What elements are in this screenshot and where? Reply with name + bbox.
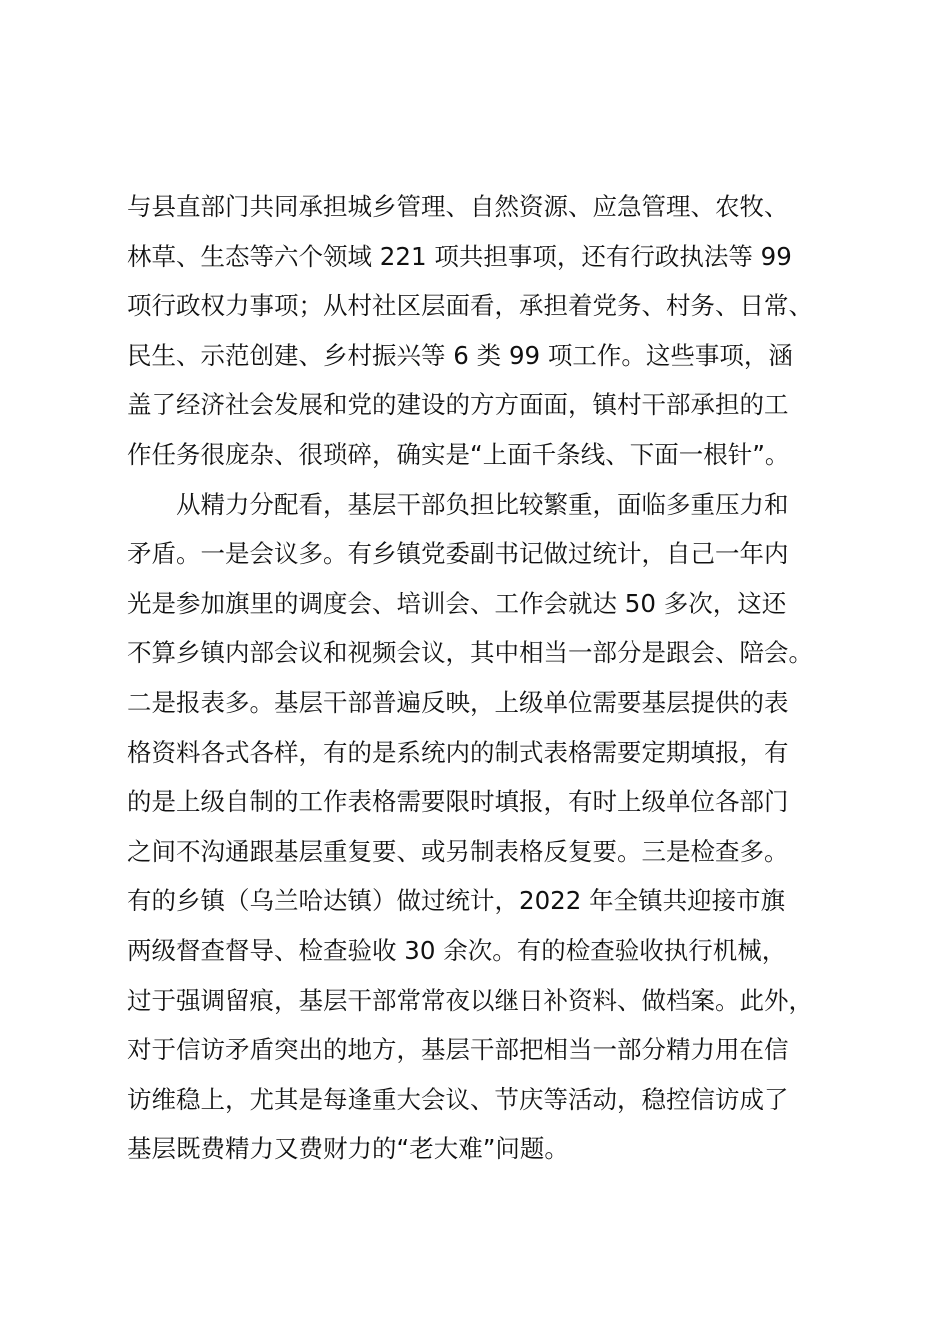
text-line: 过于强调留痕，基层干部常常夜以继日补资料、做档案。此外， [127, 985, 813, 1015]
paragraph-energy-allocation [127, 480, 857, 1174]
document-body [127, 182, 857, 1174]
text-line: 有的乡镇（乌兰哈达镇）做过统计，2022 年全镇共迎接市旗 [127, 886, 786, 916]
text-line: 对于信访矛盾突出的地方，基层干部把相当一部分精力用在信 [127, 1035, 789, 1065]
text-line: 民生、示范创建、乡村振兴等 6 类 99 项工作。这些事项，涵 [127, 340, 793, 370]
text-line: 与县直部门共同承担城乡管理、自然资源、应急管理、农牧、 [127, 192, 789, 221]
text-line: 之间不沟通跟基层重复要、或另制表格反复要。三是检查多。 [127, 836, 789, 866]
text-line: 光是参加旗里的调度会、培训会、工作会就达 50 多次，这还 [127, 588, 787, 618]
text-line: 不算乡镇内部会议和视频会议，其中相当一部分是跟会、陪会。 [127, 638, 813, 668]
paragraph-continued [127, 182, 857, 480]
text-line: 矛盾。一是会议多。有乡镇党委副书记做过统计，自己一年内 [127, 539, 789, 569]
text-line: 访维稳上，尤其是每逢重大会议、节庆等活动，稳控信访成了 [127, 1084, 789, 1114]
text-line: 二是报表多。基层干部普遍反映，上级单位需要基层提供的表 [127, 687, 789, 717]
text-line: 作任务很庞杂、很琐碎，确实是“上面千条线、下面一根针”。 [127, 439, 790, 469]
text-line: 的是上级自制的工作表格需要限时填报，有时上级单位各部门 [127, 787, 789, 817]
text-line: 项行政权力事项；从村社区层面看，承担着党务、村务、日常、 [127, 291, 813, 321]
text-line: 基层既费精力又费财力的“老大难”问题。 [127, 1134, 569, 1164]
text-line: 盖了经济社会发展和党的建设的方方面面，镇村干部承担的工 [127, 390, 789, 420]
text-line: 从精力分配看，基层干部负担比较繁重，面临多重压力和 [176, 489, 789, 519]
text-line: 格资料各式各样，有的是系统内的制式表格需要定期填报，有 [127, 737, 789, 767]
text-line: 林草、生态等六个领域 221 项共担事项，还有行政执法等 99 [127, 241, 792, 271]
text-line: 两级督查督导、检查验收 30 余次。有的检查验收执行机械， [127, 935, 787, 965]
